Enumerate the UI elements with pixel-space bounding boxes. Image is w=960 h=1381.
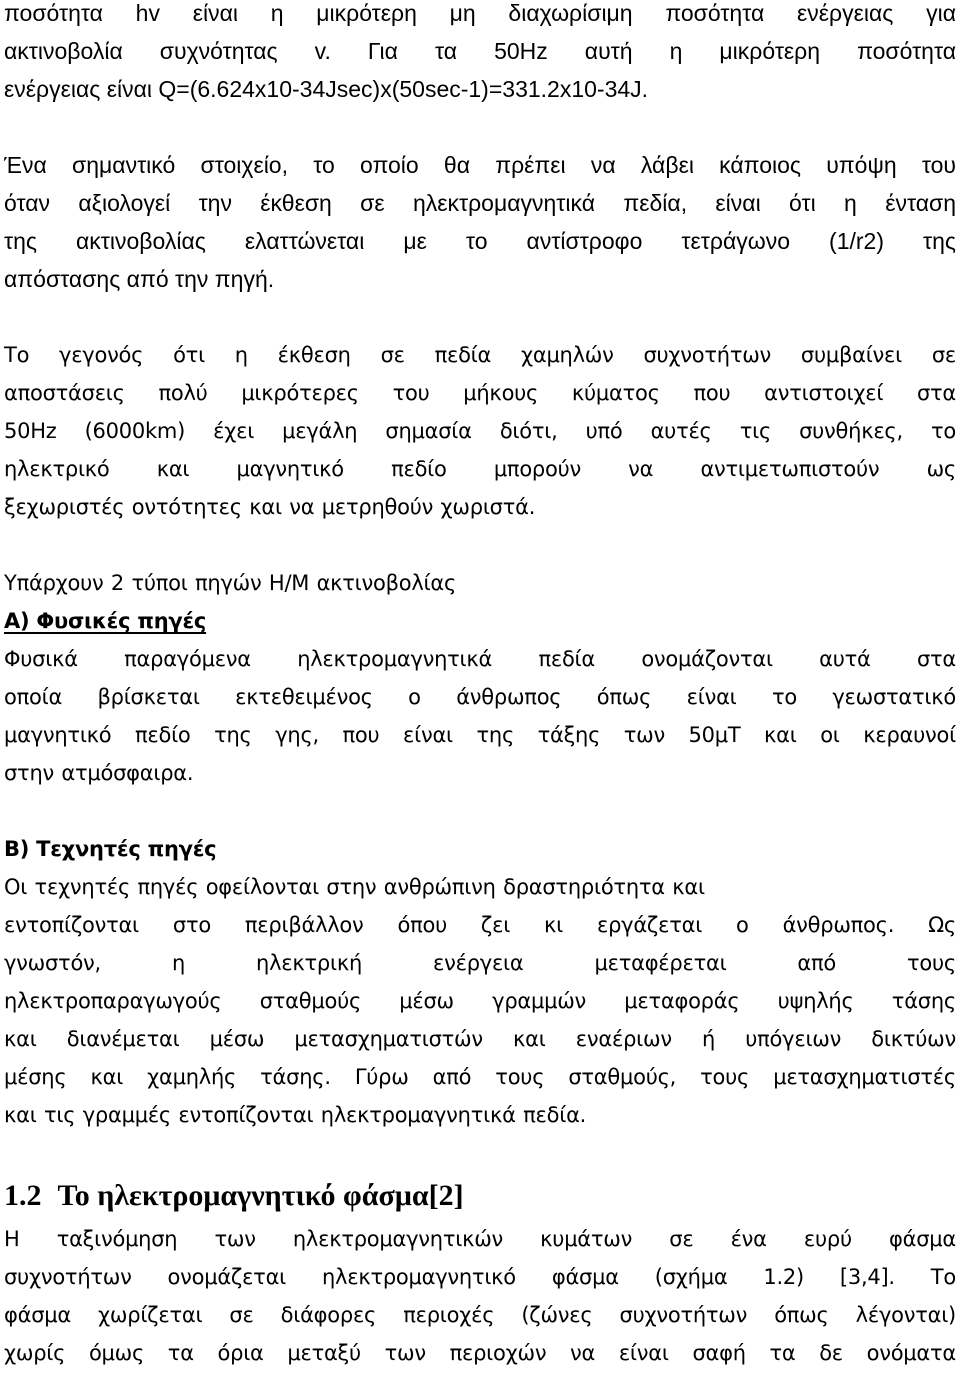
section-number: 1.2 <box>4 1179 42 1212</box>
paragraph-low-frequency <box>4 336 956 526</box>
paragraph-inverse-square <box>4 146 956 298</box>
text-line: 50Hz (6000km) έχει μεγάλη σημασία διότι, υπό αυτές τις συνθήκες, το <box>4 419 956 443</box>
text-line: Οι τεχνητές πηγές οφείλονται στην ανθρώπινη δραστηριότητα και <box>4 875 705 899</box>
text-line: ηλεκτρικό και μαγνητικό πεδίο μπορούν να αντιμετωπιστούν ως <box>4 457 956 481</box>
text-line: Φυσικά παραγόμενα ηλεκτρομαγνητικά πεδία ονομάζονται αυτά στα <box>4 647 956 671</box>
paragraph-source-types <box>4 564 956 602</box>
text-line: γνωστόν, η ηλεκτρική ενέργεια μεταφέρεται από τους <box>4 951 956 975</box>
paragraph-spectrum <box>4 1220 956 1372</box>
text-line: ποσότητα hv είναι η μικρότερη μη διαχωρίσιμη ποσότητα ενέργειας για <box>4 0 956 26</box>
paragraph-natural-sources <box>4 640 956 792</box>
text-line: της ακτινοβολίας ελαττώνεται με το αντίστροφο τετράγωνο (1/r2) της <box>4 228 956 254</box>
text-line: ακτινοβολία συχνότητας v. Για τα 50Hz αυτή η μικρότερη ποσότητα <box>4 38 956 64</box>
text-line: μαγνητικό πεδίο της γης, που είναι της τάξης των 50μΤ και οι κεραυνοί <box>4 723 956 747</box>
text-line: φάσμα χωρίζεται σε διάφορες περιοχές (ζώνες συχνοτήτων όπως λέγονται) <box>4 1303 956 1327</box>
text-line: συχνοτήτων ονομάζεται ηλεκτρομαγνητικό φάσμα (σχήμα 1.2) [3,4]. Το <box>4 1265 956 1289</box>
text-line: οποία βρίσκεται εκτεθειμένος ο άνθρωπος όπως είναι το γεωστατικό <box>4 685 956 709</box>
text-line: και διανέμεται μέσω μετασχηματιστών και εναέριων ή υπόγειων δικτύων <box>4 1027 956 1051</box>
document-page <box>4 0 956 1372</box>
heading-artificial-sources: Β) Τεχνητές πηγές <box>4 837 217 861</box>
text-line: Υπάρχουν 2 τύποι πηγών Η/Μ ακτινοβολίας <box>4 571 457 595</box>
paragraph-artificial-sources <box>4 868 956 1134</box>
text-line: όταν αξιολογεί την έκθεση σε ηλεκτρομαγνητικά πεδία, είναι ότι η ένταση <box>4 190 956 216</box>
text-line: Ένα σημαντικό στοιχείο, το οποίο θα πρέπει να λάβει κάποιος υπόψη του <box>4 152 956 178</box>
text-line: Η ταξινόμηση των ηλεκτρομαγνητικών κυμάτων σε ένα ευρύ φάσμα <box>4 1227 956 1251</box>
section-heading <box>4 1172 956 1220</box>
text-line: εντοπίζονται στο περιβάλλον όπου ζει κι εργάζεται ο άνθρωπος. Ως <box>4 913 956 937</box>
text-line: Το γεγονός ότι η έκθεση σε πεδία χαμηλών συχνοτήτων συμβαίνει σε <box>4 343 956 367</box>
text-line: χωρίς όμως τα όρια μεταξύ των περιοχών να είναι σαφή τα δε ονόματα <box>4 1341 956 1365</box>
text-line: αποστάσεις πολύ μικρότερες του μήκους κύματος που αντιστοιχεί στα <box>4 381 956 405</box>
text-line: ξεχωριστές οντότητες και να μετρηθούν χωριστά. <box>4 495 536 519</box>
section-title-text: Το ηλεκτρομαγνητικό φάσμα[2] <box>57 1179 464 1212</box>
paragraph-quantum-energy <box>4 0 956 108</box>
text-line: και τις γραμμές εντοπίζονται ηλεκτρομαγνητικά πεδία. <box>4 1103 587 1127</box>
text-line: ενέργειας είναι Q=(6.624x10-34Jsec)x(50sec-1)=331.2x10-34J. <box>4 76 649 102</box>
text-line: απόστασης από την πηγή. <box>4 266 275 292</box>
text-line: ηλεκτροπαραγωγούς σταθμούς μέσω γραμμών μεταφοράς υψηλής τάσης <box>4 989 956 1013</box>
text-line: μέσης και χαμηλής τάσης. Γύρω από τους σταθμούς, τους μετασχηματιστές <box>4 1065 956 1089</box>
text-line: στην ατμόσφαιρα. <box>4 761 194 785</box>
heading-natural-sources: Α) Φυσικές πηγές <box>4 609 207 633</box>
